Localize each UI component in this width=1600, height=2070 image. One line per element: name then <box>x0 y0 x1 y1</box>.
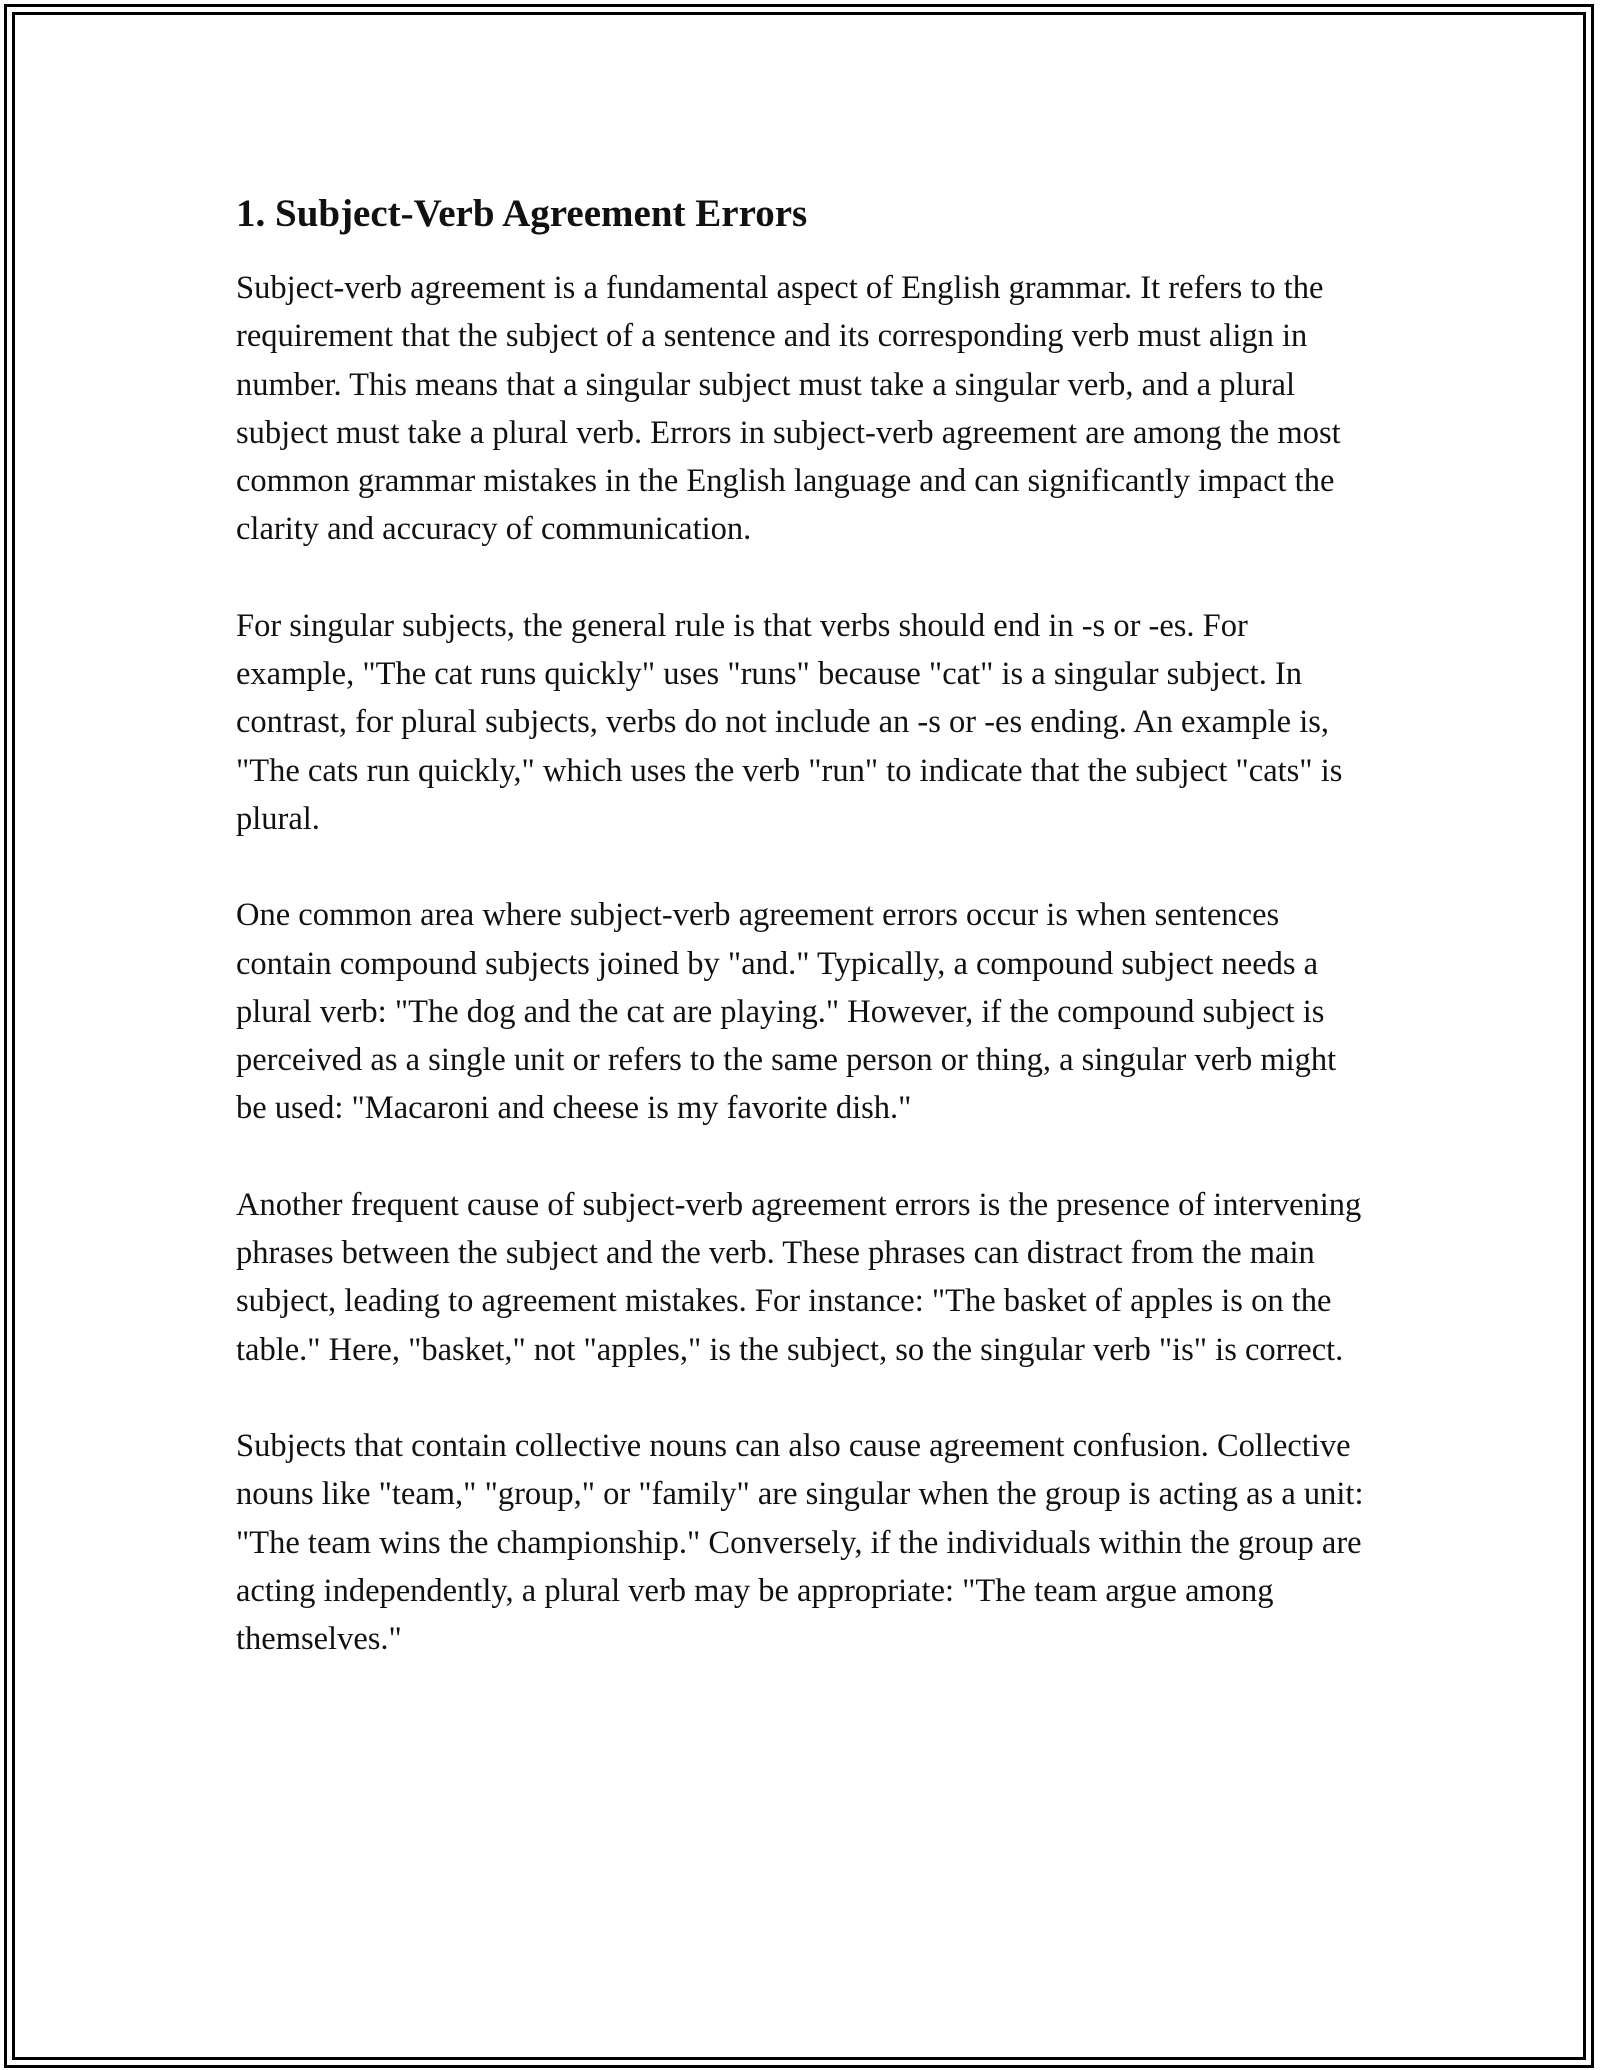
section-title: 1. Subject-Verb Agreement Errors <box>236 192 808 235</box>
paragraph-intervening-phrases: Another frequent cause of subject-verb agreement errors is the presence of intervening phrases between the subject and the verb. These phrases can distract from the main subject, leading to agreement mistakes. For instance: "The basket of apples is on the table." Here, "basket," not "apples," is the subject, so the singular verb "is" is correct. <box>236 1186 1362 1368</box>
document-body <box>236 186 1366 1711</box>
paragraph-intro: Subject-verb agreement is a fundamental aspect of English grammar. It refers to the requirement that the subject of a sentence and its corresponding verb must align in number. This means that a singular subject must take a singular verb, and a plural subject must take a plural verb. Errors in subject-verb agreement are among the most common grammar mistakes in the English language and can significantly impact the clarity and accuracy of communication. <box>236 270 1341 548</box>
paragraph-collective-nouns: Subjects that contain collective nouns can also cause agreement confusion. Collective nouns like "team," "group," or "family" are singular when the group is acting as a unit: "The team wins the championship." Conversely, if the individuals within the group are acting independently, a plural verb may be appropriate: "The team argue among themselves." <box>236 1427 1364 1658</box>
paragraph-compound-subjects: One common area where subject-verb agreement errors occur is when sentences contain compound subjects joined by "and." Typically, a compound subject needs a plural verb: "The dog and the cat are playing." However, if the compound subject is perceived as a single unit or refers to the same person or thing, a singular verb might be used: "Macaroni and cheese is my favorite dish." <box>236 897 1337 1127</box>
paragraph-singular-subjects: For singular subjects, the general rule is that verbs should end in -s or -es. For example, "The cat runs quickly" uses "runs" because "cat" is a singular subject. In contrast, for plural subjects, verbs do not include an -s or -es ending. An example is, "The cats run quickly," which uses the verb "run" to indicate that the subject "cats" is plural. <box>236 607 1343 837</box>
